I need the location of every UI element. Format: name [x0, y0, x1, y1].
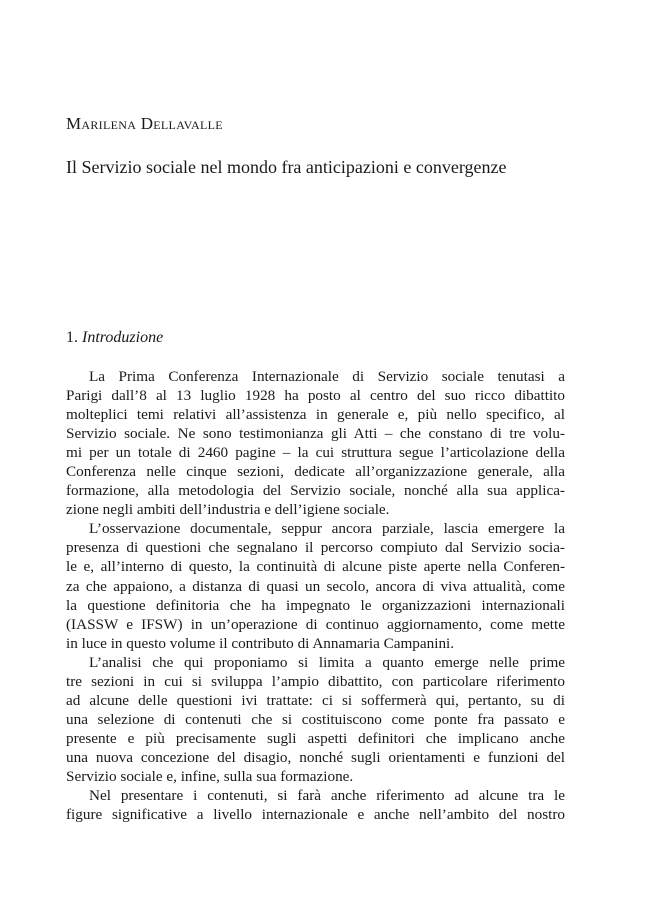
text-line: Servizio sociale e, infine, sulla sua formazione. [66, 767, 354, 785]
body-text [66, 367, 565, 824]
text-line: Conferenza nelle cinque sezioni, dedicate all’organizzazione generale, alla [66, 463, 565, 481]
chapter-title: Il Servizio sociale nel mondo fra anticipazioni e convergenze [66, 157, 507, 177]
text-line: tre sezioni in cui si sviluppa l’ampio dibattito, con particolare riferimento [66, 672, 565, 690]
text-line: L’osservazione documentale, seppur ancora parziale, lascia emergere la [89, 520, 565, 538]
text-line: una selezione di contenuti che si costituiscono come ponte fra passato e [66, 710, 565, 728]
author-name: Marilena Dellavalle [66, 114, 223, 133]
text-line: (IASSW e IFSW) in un’operazione di continuo aggiornamento, come mette [66, 615, 565, 633]
text-line: zione negli ambiti dell’industria e dell’igiene sociale. [66, 501, 390, 519]
paragraph [66, 653, 565, 786]
text-line: figure significative a livello internazionale e anche nell’ambito del nostro [66, 806, 565, 824]
text-line: presente e più precisamente sugli aspetti definitori che implicano anche [66, 729, 565, 747]
text-line: una nuova concezione del disagio, nonché sugli orientamenti e funzioni del [66, 748, 565, 766]
section-label: Introduzione [82, 329, 164, 346]
text-line: Servizio sociale. Ne sono testimonianza gli Atti – che constano di tre volu- [66, 425, 565, 443]
text-line: L’analisi che qui proponiamo si limita a quanto emerge nelle prime [89, 653, 565, 671]
section-heading [66, 329, 163, 347]
text-line: molteplici temi relativi all’assistenza in generale e, più nello specifico, al [66, 406, 565, 424]
text-line: mi per un totale di 2460 pagine – la cui struttura segue l’articolazione della [66, 444, 565, 462]
text-line: in luce in questo volume il contributo di Annamaria Campanini. [66, 634, 455, 652]
paragraph [66, 367, 565, 519]
text-line: La Prima Conferenza Internazionale di Servizio sociale tenutasi a [89, 368, 565, 385]
paragraph [66, 519, 565, 652]
section-number: 1. [66, 329, 78, 346]
paragraph [66, 786, 565, 824]
text-line: formazione, alla metodologia del Servizio sociale, nonché alla sua applica- [66, 482, 565, 500]
text-line: la questione definitoria che ha impegnato le organizzazioni internazionali [66, 596, 565, 614]
text-line: Parigi dall’8 al 13 luglio 1928 ha posto al centro del suo ricco dibattito [66, 387, 565, 405]
text-line: presenza di questioni che segnalano il percorso compiuto dal Servizio socia- [66, 539, 565, 557]
text-line: za che appaiono, a distanza di quasi un secolo, ancora di viva attualità, come [66, 577, 565, 595]
text-line: le e, all’interno di questo, la continuità di alcune piste aperte nella Conferen- [66, 558, 565, 576]
text-line: Nel presentare i contenuti, si farà anche riferimento ad alcune tra le [89, 787, 565, 805]
text-line: ad alcune delle questioni ivi trattate: ci si soffermerà qui, pertanto, su di [66, 691, 565, 709]
